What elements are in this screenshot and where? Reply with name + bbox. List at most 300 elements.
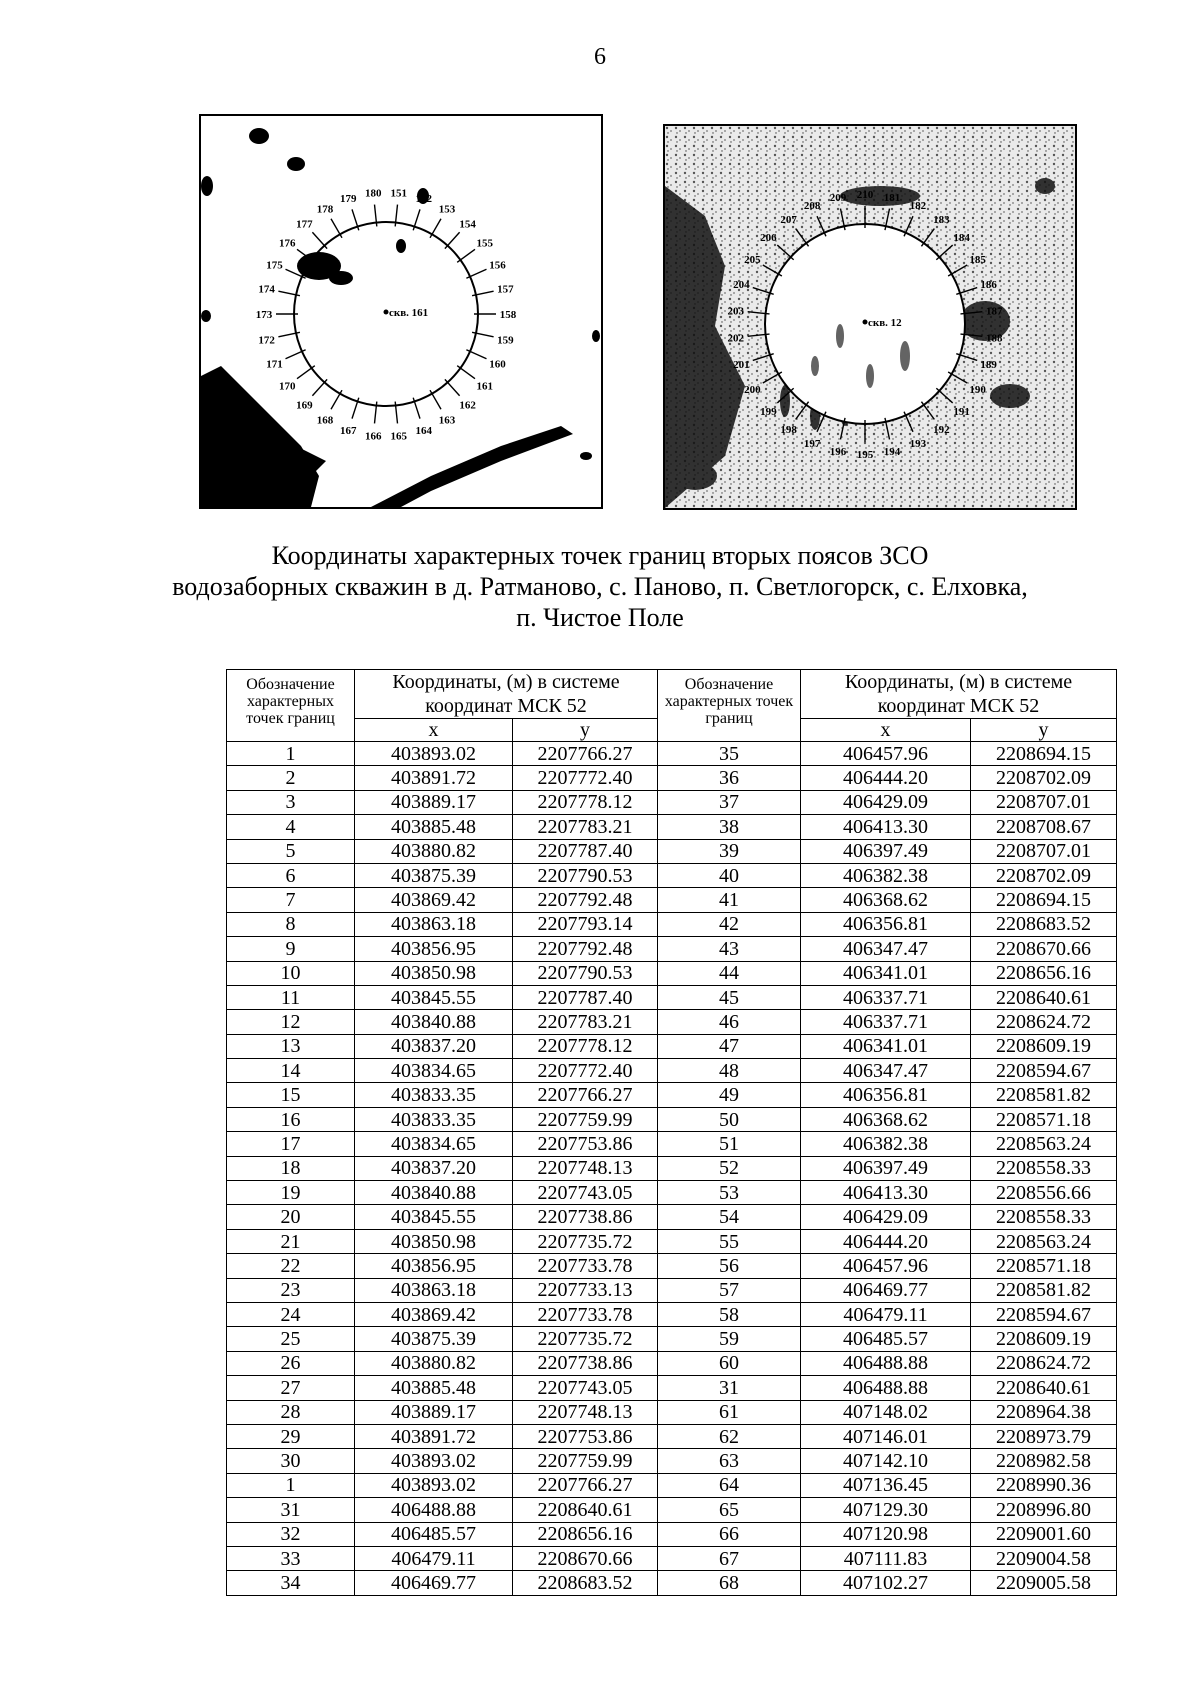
caption [100, 540, 1100, 633]
boundary-point-label: 198 [780, 424, 797, 437]
coord-x-cell: 407102.27 [801, 1571, 971, 1595]
point-id-cell: 66 [658, 1522, 801, 1546]
coord-x-cell: 406485.57 [355, 1522, 513, 1546]
caption-line-3: п. Чистое Поле [516, 603, 684, 632]
table-row [227, 766, 1117, 790]
coord-y-cell: 2208990.36 [971, 1473, 1117, 1497]
coord-x-cell: 403845.55 [355, 1205, 513, 1229]
caption-line-2: водозаборных скважин в д. Ратманово, с. Паново, п. Светлогорск, с. Елховка, [172, 572, 1028, 601]
point-id-cell: 68 [658, 1571, 801, 1595]
point-id-cell: 8 [227, 912, 355, 936]
point-id-cell: 2 [227, 766, 355, 790]
boundary-point-label: 178 [316, 203, 334, 216]
coord-x-cell: 406397.49 [801, 1156, 971, 1180]
point-id-cell: 20 [227, 1205, 355, 1229]
table-row [227, 1181, 1117, 1205]
coord-x-cell: 403885.48 [355, 1376, 513, 1400]
coord-x-cell: 403889.17 [355, 790, 513, 814]
point-id-cell: 26 [227, 1351, 355, 1375]
boundary-point-label: 156 [489, 259, 506, 272]
coord-x-cell: 403833.35 [355, 1107, 513, 1131]
point-id-cell: 14 [227, 1059, 355, 1083]
coord-x-cell: 403893.02 [355, 1449, 513, 1473]
coord-x-cell: 403875.39 [355, 1327, 513, 1351]
header-coord-label: Координаты, (м) в системе координат МСК 52 [801, 670, 1117, 719]
page-number: 6 [594, 44, 606, 70]
point-id-cell: 36 [658, 766, 801, 790]
coord-x-cell: 406368.62 [801, 888, 971, 912]
table-row [227, 790, 1117, 814]
header-x: x [355, 719, 513, 742]
boundary-point-label: 209 [829, 191, 847, 204]
coord-y-cell: 2207766.27 [513, 742, 658, 766]
boundary-point-label: 153 [438, 203, 456, 216]
boundary-point-label: 204 [733, 278, 750, 291]
table-row [227, 1205, 1117, 1229]
point-id-cell: 31 [658, 1376, 801, 1400]
point-id-cell: 40 [658, 863, 801, 887]
point-id-cell: 28 [227, 1400, 355, 1424]
point-id-cell: 57 [658, 1278, 801, 1302]
boundary-point-label: 160 [489, 358, 506, 371]
coord-y-cell: 2207735.72 [513, 1327, 658, 1351]
table-row [227, 1156, 1117, 1180]
coord-y-cell: 2209005.58 [971, 1571, 1117, 1595]
coord-x-cell: 407120.98 [801, 1522, 971, 1546]
point-id-cell: 30 [227, 1449, 355, 1473]
point-id-cell: 9 [227, 937, 355, 961]
coord-y-cell: 2209001.60 [971, 1522, 1117, 1546]
boundary-point-label: 206 [760, 232, 777, 245]
coord-x-cell: 407129.30 [801, 1498, 971, 1522]
coord-x-cell: 403863.18 [355, 912, 513, 936]
coord-x-cell: 407146.01 [801, 1424, 971, 1448]
coord-y-cell: 2208594.67 [971, 1059, 1117, 1083]
boundary-point-label: 207 [780, 213, 797, 226]
table-row [227, 912, 1117, 936]
point-id-cell: 39 [658, 839, 801, 863]
point-id-cell: 38 [658, 815, 801, 839]
coord-y-cell: 2208571.18 [971, 1107, 1117, 1131]
boundary-point-label: 165 [390, 430, 408, 443]
table-row [227, 1571, 1117, 1595]
boundary-tick [457, 366, 475, 379]
boundary-point-label: 201 [733, 359, 750, 372]
boundary-point-label: 170 [279, 380, 296, 393]
boundary-point-label: 186 [980, 278, 997, 291]
table-row [227, 1498, 1117, 1522]
coord-x-cell: 407148.02 [801, 1400, 971, 1424]
point-id-cell: 51 [658, 1132, 801, 1156]
boundary-tick [430, 390, 441, 409]
aerial-map-figure-1 [199, 114, 603, 509]
boundary-point-label: 182 [909, 200, 927, 213]
coord-x-cell: 406337.71 [801, 1010, 971, 1034]
coord-y-cell: 2208594.67 [971, 1302, 1117, 1326]
point-id-cell: 54 [658, 1205, 801, 1229]
table-row [227, 839, 1117, 863]
table-row [227, 1424, 1117, 1448]
point-id-cell: 46 [658, 1010, 801, 1034]
coord-y-cell: 2207787.40 [513, 839, 658, 863]
point-id-cell: 52 [658, 1156, 801, 1180]
point-id-cell: 37 [658, 790, 801, 814]
boundary-tick [445, 379, 460, 395]
table-body [227, 742, 1117, 1596]
coord-x-cell: 406429.09 [801, 790, 971, 814]
coord-x-cell: 406457.96 [801, 742, 971, 766]
boundary-point-label: 166 [364, 430, 382, 443]
coord-x-cell: 403863.18 [355, 1278, 513, 1302]
point-id-cell: 22 [227, 1254, 355, 1278]
well-marker [863, 320, 868, 325]
coord-x-cell: 403875.39 [355, 863, 513, 887]
point-id-cell: 34 [227, 1571, 355, 1595]
coord-x-cell: 403840.88 [355, 1010, 513, 1034]
table-row [227, 1302, 1117, 1326]
boundary-point-label: 183 [933, 213, 950, 226]
coord-y-cell: 2207766.27 [513, 1083, 658, 1107]
table-row [227, 1254, 1117, 1278]
boundary-point-label: 187 [986, 305, 1003, 318]
coord-y-cell: 2208694.15 [971, 742, 1117, 766]
boundary-point-label: 176 [279, 237, 296, 250]
point-id-cell: 17 [227, 1132, 355, 1156]
boundary-point-label: 180 [364, 187, 382, 200]
coord-y-cell: 2207743.05 [513, 1376, 658, 1400]
well-label: скв. 161 [389, 307, 429, 319]
coord-y-cell: 2207733.13 [513, 1278, 658, 1302]
point-id-cell: 67 [658, 1546, 801, 1570]
coord-y-cell: 2208581.82 [971, 1083, 1117, 1107]
coord-x-cell: 403840.88 [355, 1181, 513, 1205]
coord-x-cell: 406469.77 [355, 1571, 513, 1595]
coord-y-cell: 2208558.33 [971, 1205, 1117, 1229]
coord-y-cell: 2208683.52 [971, 912, 1117, 936]
boundary-point-label: 202 [727, 332, 744, 345]
point-id-cell: 4 [227, 815, 355, 839]
boundary-point-label: 157 [497, 283, 514, 296]
coord-x-cell: 403837.20 [355, 1034, 513, 1058]
coord-x-cell: 406479.11 [801, 1302, 971, 1326]
boundary-tick [312, 379, 327, 395]
header-point-label: Обозначение характерных точек границ [227, 670, 355, 742]
boundary-point-label: 158 [499, 309, 517, 321]
boundary-point-label: 179 [340, 192, 357, 205]
boundary-point-label: 164 [415, 425, 432, 438]
point-id-cell: 24 [227, 1302, 355, 1326]
coord-y-cell: 2208670.66 [513, 1546, 658, 1570]
boundary-point-label: 197 [803, 437, 821, 450]
boundary-point-label: 195 [856, 449, 874, 461]
point-id-cell: 15 [227, 1083, 355, 1107]
boundary-point-label: 174 [258, 283, 275, 296]
coord-x-cell: 406397.49 [801, 839, 971, 863]
boundary-point-label: 190 [969, 384, 986, 396]
coord-y-cell: 2208996.80 [971, 1498, 1117, 1522]
boundary-tick [430, 219, 441, 238]
coord-y-cell: 2207738.86 [513, 1351, 658, 1375]
coord-y-cell: 2208656.16 [513, 1522, 658, 1546]
boundary-point-label: 173 [255, 309, 273, 321]
coord-y-cell: 2208609.19 [971, 1034, 1117, 1058]
coord-y-cell: 2208581.82 [971, 1278, 1117, 1302]
point-id-cell: 32 [227, 1522, 355, 1546]
point-id-cell: 61 [658, 1400, 801, 1424]
table-row [227, 1107, 1117, 1131]
table-row [227, 1546, 1117, 1570]
coord-x-cell: 403885.48 [355, 815, 513, 839]
coord-y-cell: 2208609.19 [971, 1327, 1117, 1351]
coord-x-cell: 406444.20 [801, 1229, 971, 1253]
point-id-cell: 16 [227, 1107, 355, 1131]
point-id-cell: 35 [658, 742, 801, 766]
coord-x-cell: 406413.30 [801, 1181, 971, 1205]
boundary-tick [297, 366, 315, 379]
boundary-point-label: 159 [497, 334, 514, 347]
point-id-cell: 53 [658, 1181, 801, 1205]
caption-line-1: Координаты характерных точек границ вторых поясов ЗСО [271, 541, 929, 570]
point-id-cell: 58 [658, 1302, 801, 1326]
boundary-point-label: 155 [476, 237, 493, 250]
boundary-point-label: 172 [258, 334, 275, 347]
coord-y-cell: 2207787.40 [513, 985, 658, 1009]
boundary-point-label: 210 [856, 189, 874, 201]
coord-y-cell: 2208558.33 [971, 1156, 1117, 1180]
boundary-point-label: 175 [266, 259, 283, 272]
point-id-cell: 3 [227, 790, 355, 814]
header-coord-label: Координаты, (м) в системе координат МСК 52 [355, 670, 658, 719]
table-row [227, 937, 1117, 961]
table-row [227, 815, 1117, 839]
coord-y-cell: 2207790.53 [513, 961, 658, 985]
table-row [227, 1351, 1117, 1375]
point-id-cell: 63 [658, 1449, 801, 1473]
coord-y-cell: 2208702.09 [971, 766, 1117, 790]
header-y: y [971, 719, 1117, 742]
coord-x-cell: 406429.09 [801, 1205, 971, 1229]
table-row [227, 1132, 1117, 1156]
coord-x-cell: 406444.20 [801, 766, 971, 790]
coord-y-cell: 2208964.38 [971, 1400, 1117, 1424]
table-row [227, 985, 1117, 1009]
table-row [227, 863, 1117, 887]
coord-y-cell: 2207759.99 [513, 1107, 658, 1131]
coord-x-cell: 406488.88 [801, 1351, 971, 1375]
point-id-cell: 50 [658, 1107, 801, 1131]
coord-x-cell: 403891.72 [355, 766, 513, 790]
point-id-cell: 55 [658, 1229, 801, 1253]
boundary-tick [312, 232, 327, 248]
point-id-cell: 29 [227, 1424, 355, 1448]
boundary-point-label: 184 [953, 232, 970, 245]
boundary-point-label: 185 [969, 254, 986, 266]
point-id-cell: 18 [227, 1156, 355, 1180]
table-row [227, 742, 1117, 766]
boundary-point-label: 189 [980, 359, 997, 372]
aerial-map-figure-2 [663, 124, 1077, 510]
coord-x-cell: 407136.45 [801, 1473, 971, 1497]
coord-y-cell: 2208670.66 [971, 937, 1117, 961]
coord-x-cell: 403893.02 [355, 742, 513, 766]
coord-x-cell: 403856.95 [355, 937, 513, 961]
point-id-cell: 6 [227, 863, 355, 887]
coord-y-cell: 2208563.24 [971, 1229, 1117, 1253]
coord-x-cell: 406485.57 [801, 1327, 971, 1351]
coord-x-cell: 403856.95 [355, 1254, 513, 1278]
coord-y-cell: 2207778.12 [513, 790, 658, 814]
point-id-cell: 13 [227, 1034, 355, 1058]
boundary-point-label: 192 [933, 424, 950, 437]
table-row [227, 1059, 1117, 1083]
coord-y-cell: 2207738.86 [513, 1205, 658, 1229]
coord-y-cell: 2208640.61 [971, 1376, 1117, 1400]
coord-y-cell: 2207772.40 [513, 766, 658, 790]
coord-y-cell: 2207772.40 [513, 1059, 658, 1083]
coord-x-cell: 406488.88 [801, 1376, 971, 1400]
coord-x-cell: 406457.96 [801, 1254, 971, 1278]
coord-x-cell: 406368.62 [801, 1107, 971, 1131]
boundary-point-label: 171 [266, 358, 283, 371]
boundary-point-label: 162 [459, 399, 476, 412]
boundary-point-label: 200 [744, 384, 761, 396]
coord-y-cell: 2208982.58 [971, 1449, 1117, 1473]
point-id-cell: 10 [227, 961, 355, 985]
boundary-point-label: 191 [953, 405, 970, 418]
coord-x-cell: 406356.81 [801, 912, 971, 936]
coord-x-cell: 406347.47 [801, 937, 971, 961]
boundary-point-label: 161 [476, 380, 493, 393]
well-marker [384, 310, 389, 315]
boundary-point-label: 194 [883, 446, 901, 459]
coord-x-cell: 403834.65 [355, 1132, 513, 1156]
point-id-cell: 62 [658, 1424, 801, 1448]
coord-x-cell: 403880.82 [355, 839, 513, 863]
coord-y-cell: 2207783.21 [513, 1010, 658, 1034]
coord-y-cell: 2208973.79 [971, 1424, 1117, 1448]
coord-y-cell: 2207748.13 [513, 1400, 658, 1424]
table-row [227, 1034, 1117, 1058]
coord-y-cell: 2207753.86 [513, 1132, 658, 1156]
coord-y-cell: 2207743.05 [513, 1181, 658, 1205]
coord-y-cell: 2208624.72 [971, 1010, 1117, 1034]
boundary-point-label: 169 [296, 399, 313, 412]
table-row [227, 1327, 1117, 1351]
table-row [227, 1473, 1117, 1497]
boundary-point-label: 154 [459, 218, 476, 231]
coord-y-cell: 2207793.14 [513, 912, 658, 936]
boundary-point-label: 177 [296, 218, 313, 231]
point-id-cell: 25 [227, 1327, 355, 1351]
boundary-point-label: 205 [744, 254, 761, 266]
coord-y-cell: 2207753.86 [513, 1424, 658, 1448]
boundary-point-label: 168 [316, 414, 334, 427]
coord-y-cell: 2208694.15 [971, 888, 1117, 912]
boundary-point-label: 203 [727, 305, 744, 318]
coord-x-cell: 403891.72 [355, 1424, 513, 1448]
table-row [227, 1522, 1117, 1546]
coord-x-cell: 403889.17 [355, 1400, 513, 1424]
coord-y-cell: 2208702.09 [971, 863, 1117, 887]
coord-y-cell: 2207759.99 [513, 1449, 658, 1473]
coord-x-cell: 403834.65 [355, 1059, 513, 1083]
coord-y-cell: 2207748.13 [513, 1156, 658, 1180]
table-row [227, 1229, 1117, 1253]
coord-x-cell: 406382.38 [801, 863, 971, 887]
boundary-point-label: 196 [829, 446, 847, 459]
boundary-tick [331, 390, 342, 409]
point-id-cell: 31 [227, 1498, 355, 1522]
point-id-cell: 45 [658, 985, 801, 1009]
point-id-cell: 49 [658, 1083, 801, 1107]
point-id-cell: 41 [658, 888, 801, 912]
coord-y-cell: 2207778.12 [513, 1034, 658, 1058]
header-x: x [801, 719, 971, 742]
coord-x-cell: 406382.38 [801, 1132, 971, 1156]
coord-x-cell: 406341.01 [801, 1034, 971, 1058]
boundary-tick [457, 249, 475, 262]
point-id-cell: 64 [658, 1473, 801, 1497]
point-id-cell: 42 [658, 912, 801, 936]
coord-x-cell: 406488.88 [355, 1498, 513, 1522]
coord-y-cell: 2208624.72 [971, 1351, 1117, 1375]
header-y: y [513, 719, 658, 742]
point-id-cell: 33 [227, 1546, 355, 1570]
coord-x-cell: 406356.81 [801, 1083, 971, 1107]
coord-y-cell: 2208707.01 [971, 839, 1117, 863]
coord-y-cell: 2208707.01 [971, 790, 1117, 814]
coord-x-cell: 407111.83 [801, 1546, 971, 1570]
coord-y-cell: 2207783.21 [513, 815, 658, 839]
boundary-tick [331, 219, 342, 238]
coord-x-cell: 403869.42 [355, 888, 513, 912]
boundary-point-label: 167 [340, 425, 357, 438]
point-id-cell: 48 [658, 1059, 801, 1083]
coord-y-cell: 2208656.16 [971, 961, 1117, 985]
coord-x-cell: 403869.42 [355, 1302, 513, 1326]
point-id-cell: 5 [227, 839, 355, 863]
table-row [227, 1376, 1117, 1400]
table-row [227, 1010, 1117, 1034]
table-row [227, 888, 1117, 912]
aerial-map-2-svg [665, 126, 1075, 508]
coord-x-cell: 406347.47 [801, 1059, 971, 1083]
point-id-cell: 47 [658, 1034, 801, 1058]
point-id-cell: 21 [227, 1229, 355, 1253]
point-id-cell: 60 [658, 1351, 801, 1375]
coord-y-cell: 2208563.24 [971, 1132, 1117, 1156]
point-id-cell: 59 [658, 1327, 801, 1351]
boundary-point-label: 188 [986, 332, 1003, 345]
coord-y-cell: 2208683.52 [513, 1571, 658, 1595]
coord-y-cell: 2209004.58 [971, 1546, 1117, 1570]
coord-x-cell: 406479.11 [355, 1546, 513, 1570]
coord-y-cell: 2207735.72 [513, 1229, 658, 1253]
point-id-cell: 7 [227, 888, 355, 912]
boundary-point-label: 193 [909, 437, 927, 450]
boundary-tick [445, 232, 460, 248]
table-row [227, 1400, 1117, 1424]
table-row [227, 1083, 1117, 1107]
point-id-cell: 19 [227, 1181, 355, 1205]
boundary-point-label: 199 [760, 405, 777, 418]
boundary-point-label: 208 [803, 200, 821, 213]
point-id-cell: 1 [227, 1473, 355, 1497]
table-row [227, 1278, 1117, 1302]
table-row [227, 961, 1117, 985]
point-id-cell: 65 [658, 1498, 801, 1522]
point-id-cell: 43 [658, 937, 801, 961]
